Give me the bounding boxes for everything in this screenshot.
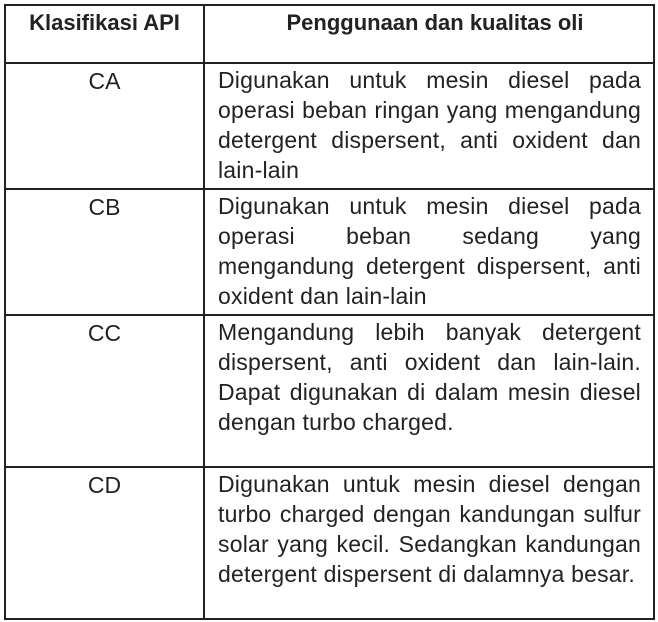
table-row	[5, 63, 654, 189]
table-header-row	[5, 5, 654, 63]
api-code-cell: CA	[5, 63, 204, 189]
api-classification-table	[4, 4, 655, 620]
description-cell: Mengandung lebih banyak detergent dispersent, anti oxident dan lain-lain. Dapat digunakan di dalam mesin diesel dengan turbo charged.	[204, 315, 654, 467]
api-code-cell: CB	[5, 189, 204, 315]
header-klasifikasi-api: Klasifikasi API	[5, 5, 204, 63]
api-code-cell: CC	[5, 315, 204, 467]
description-cell: Digunakan untuk mesin diesel pada operasi beban sedang yang mengandung detergent dispersent, anti oxident dan lain-lain	[204, 189, 654, 315]
description-cell: Digunakan untuk mesin diesel pada operasi beban ringan yang mengandung detergent dispersent, anti oxident dan lain-lain	[204, 63, 654, 189]
api-code-cell: CD	[5, 467, 204, 619]
description-cell: Digunakan untuk mesin diesel dengan turbo charged dengan kandungan sulfur solar yang kecil. Sedangkan kandungan detergent dispersent di dalamnya besar.	[204, 467, 654, 619]
table-row	[5, 189, 654, 315]
table-row	[5, 467, 654, 619]
table-row	[5, 315, 654, 467]
header-penggunaan-kualitas-oli: Penggunaan dan kualitas oli	[204, 5, 654, 63]
